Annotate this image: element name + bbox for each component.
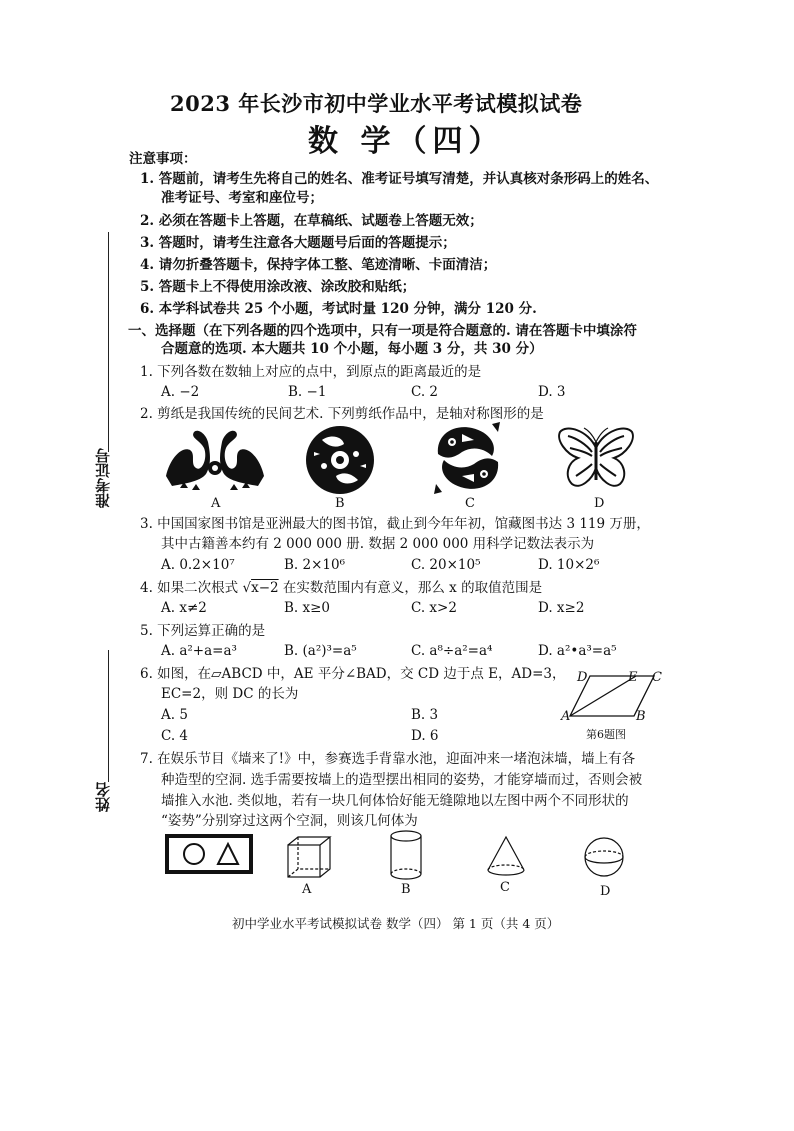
q7-stem-line4: “姿势”分别穿过这两个空洞，则该几何体为	[161, 813, 418, 829]
q7-stem-line2: 种造型的空洞. 选手需要按墙上的造型摆出相同的姿势，才能穿墙而过，否则会被	[161, 772, 643, 788]
q3-option-d: D. 10×2⁶	[538, 557, 600, 573]
section-heading-cont: 合题意的选项. 本大题共 10 个小题，每小题 3 分，共 30 分）	[161, 341, 543, 357]
q2-label-a: A	[211, 496, 221, 511]
papercut-dragons-image	[160, 428, 270, 494]
q6-option-d: D. 6	[411, 728, 439, 744]
q1-option-a: A. −2	[161, 384, 200, 400]
q3-stem-line2: 其中古籍善本约有 2 000 000 册. 数据 2 000 000 用科学记数法表示为	[161, 536, 595, 552]
cylinder-figure	[386, 828, 426, 884]
page-footer: 初中学业水平考试模拟试卷 数学（四） 第 1 页（共 4 页）	[232, 916, 560, 931]
q2-stem: 2. 剪纸是我国传统的民间艺术. 下列剪纸作品中，是轴对称图形的是	[140, 406, 544, 422]
papercut-fish-circle-image	[300, 422, 380, 498]
figure-label-b: B	[636, 709, 646, 724]
exam-number-label: 准考证号	[94, 448, 112, 508]
papercut-fish-pair-image	[432, 420, 504, 496]
figure-caption: 第6题图	[586, 728, 626, 741]
subject-title: 数 学（四）	[308, 124, 505, 159]
q1-stem: 1. 下列各数在数轴上对应的点中，到原点的距离最近的是	[140, 364, 482, 380]
q2-label-b: B	[335, 496, 345, 511]
q4-stem-start: 4. 如果二次根式 √	[140, 580, 252, 596]
q7-label-a: A	[302, 882, 312, 897]
cube-figure	[284, 833, 334, 881]
notice-item: 5. 答题卡上不得使用涂改液、涂改胶和贴纸；	[140, 279, 416, 295]
q7-stem-line3: 墙推入水池. 类似地，若有一块几何体恰好能无缝隙地以左图中两个不同形状的	[161, 793, 629, 809]
q4-option-a: A. x≠2	[161, 600, 207, 616]
parallelogram-figure	[556, 666, 666, 722]
q1-option-d: D. 3	[538, 384, 566, 400]
q6-option-a: A. 5	[161, 707, 188, 723]
papercut-butterfly-image	[556, 424, 636, 496]
notice-item: 准考证号、考室和座位号；	[161, 190, 323, 206]
q4-stem	[140, 579, 542, 597]
q7-label-d: D	[600, 884, 611, 899]
notice-item: 6. 本学科试卷共 25 个小题，考试时量 120 分钟，满分 120 分.	[140, 301, 537, 317]
q1-option-c: C. 2	[411, 384, 439, 400]
q5-option-a: A. a²+a=a³	[161, 643, 237, 659]
q3-option-b: B. 2×10⁶	[284, 557, 345, 573]
name-line	[108, 650, 109, 782]
sphere-figure	[580, 836, 628, 880]
figure-label-c: C	[652, 670, 662, 685]
q3-stem-line1: 3. 中国国家图书馆是亚洲最大的图书馆，截止到今年年初，馆藏图书达 3 119 万册，	[140, 516, 650, 532]
notice-item: 4. 请勿折叠答题卡，保持字体工整、笔迹清晰、卡面清洁；	[140, 257, 497, 273]
q2-label-d: D	[594, 496, 605, 511]
q4-option-d: D. x≥2	[538, 600, 585, 616]
exam-number-line	[108, 232, 109, 452]
q6-option-b: B. 3	[411, 707, 439, 723]
name-label: 姓名	[94, 782, 112, 812]
q7-label-b: B	[401, 882, 411, 897]
q2-label-c: C	[465, 496, 475, 511]
wall-with-holes-figure	[164, 833, 256, 877]
q5-option-d: D. a²•a³=a⁵	[538, 643, 617, 659]
q7-label-c: C	[500, 880, 510, 895]
q6-stem-line2: EC=2，则 DC 的长为	[161, 686, 299, 702]
section-heading: 一、选择题（在下列各题的四个选项中，只有一项是符合题意的. 请在答题卡中填涂符	[128, 323, 637, 339]
q1-option-b: B. −1	[288, 384, 327, 400]
q5-stem: 5. 下列运算正确的是	[140, 623, 266, 639]
q3-option-a: A. 0.2×10⁷	[161, 557, 235, 573]
q5-option-b: B. (a²)³=a⁵	[284, 643, 357, 659]
figure-label-a: A	[561, 709, 571, 724]
notice-item: 1. 答题前，请考生先将自己的姓名、准考证号填写清楚，并认真核对条形码上的姓名、	[140, 171, 659, 187]
notice-item: 3. 答题时，请考生注意各大题题号后面的答题提示；	[140, 235, 456, 251]
notice-heading: 注意事项：	[129, 151, 197, 167]
figure-label-d: D	[577, 670, 588, 685]
q7-stem-line1: 7. 在娱乐节目《墙来了!》中，参赛选手背靠水池，迎面冲来一堵泡沫墙，墙上有各	[140, 751, 636, 767]
q5-option-c: C. a⁸÷a²=a⁴	[411, 643, 493, 659]
exam-title: 2023 年长沙市初中学业水平考试模拟试卷	[170, 91, 583, 116]
q6-option-c: C. 4	[161, 728, 189, 744]
q3-option-c: C. 20×10⁵	[411, 557, 481, 573]
notice-item: 2. 必须在答题卡上答题，在草稿纸、试题卷上答题无效；	[140, 213, 483, 229]
q4-radicand: x−2	[251, 580, 279, 596]
q4-option-c: C. x>2	[411, 600, 457, 616]
figure-label-e: E	[628, 670, 638, 685]
q6-stem-line1: 6. 如图，在▱ABCD 中，AE 平分∠BAD，交 CD 边于点 E，AD=3，	[140, 666, 566, 682]
q4-stem-end: 在实数范围内有意义，那么 x 的取值范围是	[278, 580, 543, 596]
cone-figure	[484, 834, 528, 878]
q4-option-b: B. x≥0	[284, 600, 331, 616]
